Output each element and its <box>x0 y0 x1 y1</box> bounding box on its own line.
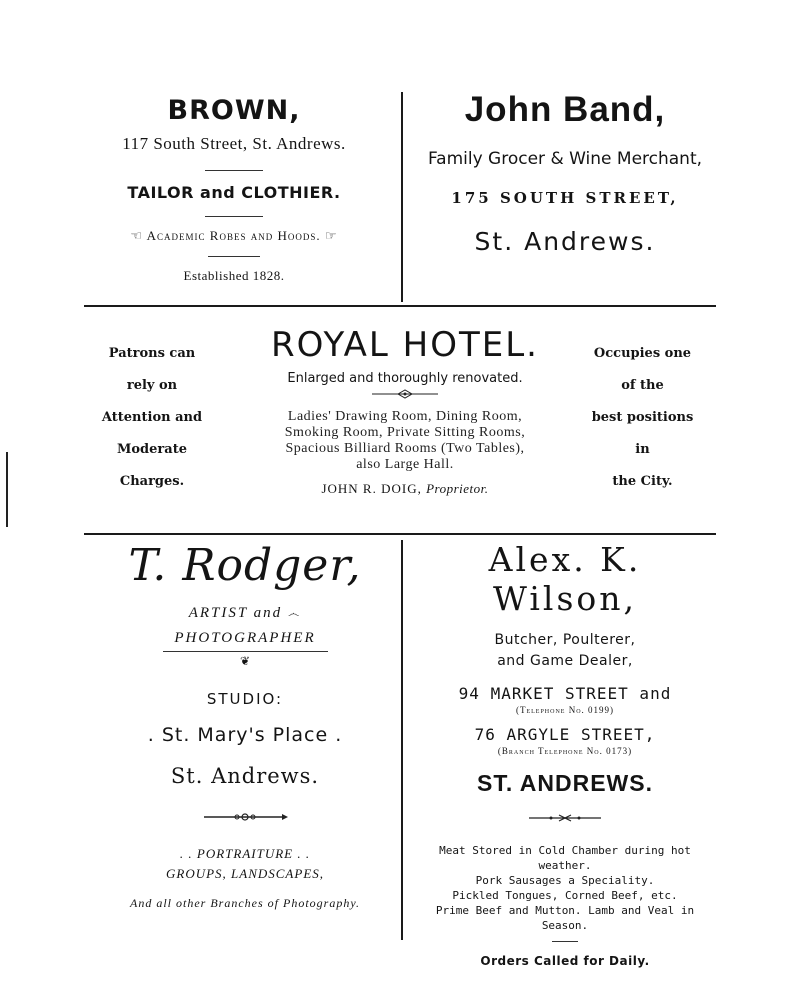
lower-horizontal-rule <box>84 533 716 535</box>
hotel-name: ROYAL HOTEL. <box>271 325 539 365</box>
wilson-trade-line: and Game Dealer, <box>497 653 633 669</box>
rodger-name: T. Rodger, <box>128 540 362 591</box>
rodger-portraiture: . . PORTRAITURE . . <box>179 846 311 861</box>
brown-trade: TAILOR and CLOTHIER. <box>127 183 341 202</box>
hotel-room-line: Ladies' Drawing Room, Dining Room, <box>287 409 523 424</box>
band-trade: Family Grocer & Wine Merchant, <box>427 149 703 169</box>
hand-right-icon: ☞ <box>324 228 338 243</box>
rodger-town: St. Andrews. <box>170 764 320 788</box>
wilson-orders: Orders Called for Daily. <box>480 954 650 968</box>
brown-name: BROWN, <box>167 95 301 126</box>
page-edge-mark <box>6 452 8 527</box>
wilson-notes <box>410 843 720 933</box>
hotel-right-line: of the <box>621 378 664 393</box>
wilson-note-line: Prime Beef and Mutton. Lamb and Veal in <box>435 904 695 917</box>
top-vertical-divider <box>401 92 403 302</box>
hotel-right-line: in <box>635 442 650 457</box>
rodger-place: . St. Mary's Place . <box>147 724 343 746</box>
brown-established: Established 1828. <box>183 268 285 283</box>
upper-horizontal-rule <box>84 305 716 307</box>
brown-divider <box>205 170 263 171</box>
hotel-room-line: also Large Hall. <box>356 457 454 472</box>
rodger-photographer-line: PHOTOGRAPHER <box>174 630 316 646</box>
wilson-telephone: (Telephone No. 0199) <box>515 705 615 715</box>
hotel-proprietor-title: Proprietor. <box>426 481 489 496</box>
wilson-advert <box>410 540 720 968</box>
brown-advert <box>84 90 384 284</box>
hotel-rooms <box>225 409 585 473</box>
rodger-artist-text: ARTIST and <box>188 605 283 621</box>
hotel-proprietor <box>225 481 585 497</box>
hotel-left-column <box>82 338 222 498</box>
wilson-branch-telephone: (Branch Telephone No. 0173) <box>497 746 633 756</box>
band-advert <box>405 90 725 256</box>
hotel-right-line: Occupies one <box>593 346 692 361</box>
rodger-divider <box>163 651 328 652</box>
hotel-left-line: Attention and <box>101 410 203 425</box>
hotel-proprietor-name: JOHN R. DOIG, <box>321 481 422 496</box>
rodger-groups: GROUPS, LANDSCAPES, <box>165 866 325 881</box>
flourish-ornament-icon <box>370 387 440 401</box>
arrow-ornament-icon <box>525 811 605 825</box>
bottom-vertical-divider <box>401 540 403 940</box>
wilson-note-line: Pickled Tongues, Corned Beef, etc. <box>452 889 678 902</box>
wilson-town: ST. ANDREWS. <box>477 770 653 796</box>
hand-left-icon: ☜ <box>130 228 144 243</box>
hotel-left-line: rely on <box>126 378 178 393</box>
hotel-left-line: Moderate <box>117 442 187 457</box>
chain-ornament-icon <box>200 810 290 824</box>
brown-robes-text: Academic Robes and Hoods. <box>146 228 321 243</box>
wilson-note-line: Season. <box>541 919 589 932</box>
hotel-right-line: the City. <box>612 474 673 489</box>
wilson-street-argyle: 76 ARGYLE STREET, <box>474 725 656 744</box>
wilson-street-market: 94 MARKET STREET and <box>458 684 672 703</box>
wilson-divider <box>552 941 578 942</box>
hotel-right-line: best positions <box>591 410 694 425</box>
wilson-name: Alex. K. Wilson, <box>488 540 642 618</box>
hotel-room-line: Smoking Room, Private Sitting Rooms, <box>284 425 526 440</box>
scroll-ornament-icon: ❦ <box>239 654 251 668</box>
rodger-artist-line <box>95 605 395 622</box>
wilson-trade-line: Butcher, Poulterer, <box>494 632 636 648</box>
hotel-room-line: Spacious Billiard Rooms (Two Tables), <box>285 441 525 456</box>
wilson-trade <box>410 630 720 672</box>
brown-divider <box>208 256 260 257</box>
hotel-left-line: Patrons can <box>108 346 196 361</box>
wilson-note-line: weather. <box>538 859 592 872</box>
band-name: John Band, <box>464 90 666 129</box>
hotel-subtitle: Enlarged and thoroughly renovated. <box>287 371 523 386</box>
brown-address: 117 South Street, St. Andrews. <box>122 134 346 153</box>
wilson-note-line: Pork Sausages a Speciality. <box>475 874 655 887</box>
rodger-studio: STUDIO: <box>206 690 284 708</box>
band-town: St. Andrews. <box>474 227 656 256</box>
hotel-right-column <box>580 338 705 498</box>
rodger-other-branches: And all other Branches of Photography. <box>130 896 360 910</box>
hotel-advert <box>225 325 585 497</box>
hotel-left-line: Charges. <box>119 474 185 489</box>
brown-robes <box>84 228 384 244</box>
band-street: 175 SOUTH STREET, <box>451 189 679 207</box>
scroll-flourish-icon: ෴ <box>287 606 302 620</box>
rodger-advert <box>95 540 395 911</box>
wilson-note-line: Meat Stored in Cold Chamber during hot <box>439 844 691 857</box>
brown-divider <box>205 216 263 217</box>
